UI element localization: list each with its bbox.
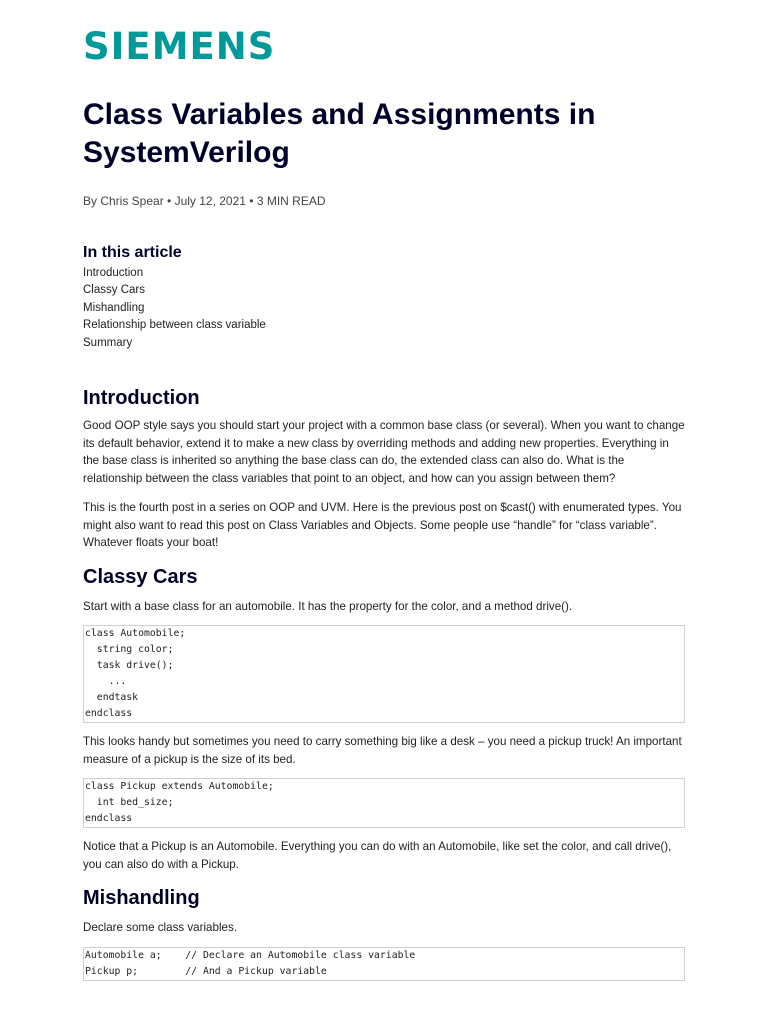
classy-paragraph-3: Notice that a Pickup is an Automobile. Everything you can do with an Automobile, like set the color, and call drive(), you can also do with a Pickup. [83, 840, 672, 871]
intro-paragraph-1: Good OOP style says you should start your project with a common base class (or several). When you want to change its default behavior, extend it to make a new class by overriding methods and adding new properties. Everything in the base class is inherited so anything the base class can do, the extended class can also do. What is the relationship between the class variables that point to an object, and how can you assign between them? [83, 419, 685, 485]
article-title: Class Variables and Assignments in SystemVerilog [83, 98, 596, 169]
intro-paragraph-2: This is the fourth post in a series on OOP and UVM. Here is the previous post on $cast() with enumerated types. You might also want to read this post on Class Variables and Objects. Some people use “handle” for “class variable”. Whatever floats your boat! [83, 501, 682, 549]
toc-heading: In this article [83, 244, 182, 261]
section-heading-mishandling: Mishandling [83, 887, 200, 909]
toc-item-summary[interactable]: Summary [83, 336, 133, 349]
mishandling-paragraph-1: Declare some class variables. [83, 921, 237, 934]
section-heading-introduction: Introduction [83, 387, 200, 409]
code-block-pickup: class Pickup extends Automobile; int bed_size; endclass [83, 778, 685, 828]
classy-paragraph-2: This looks handy but sometimes you need to carry something big like a desk – you need a pickup truck! An important measure of a pickup is the size of its bed. [83, 735, 682, 766]
toc-item-relationship[interactable]: Relationship between class variable [83, 319, 266, 332]
article-body [83, 385, 685, 981]
section-heading-classy-cars: Classy Cars [83, 565, 198, 588]
toc-item-introduction[interactable]: Introduction [83, 267, 144, 279]
siemens-logo[interactable]: SIEMENS [83, 25, 276, 68]
article-byline: By Chris Spear • July 12, 2021 • 3 MIN READ [83, 194, 326, 208]
toc-item-classy-cars[interactable]: Classy Cars [83, 284, 145, 297]
classy-paragraph-1: Start with a base class for an automobile. It has the property for the color, and a method drive(). [83, 599, 573, 613]
code-block-automobile: class Automobile; string color; task drive(); ... endtask endclass [83, 625, 685, 723]
code-block-declarations: Automobile a; // Declare an Automobile class variable Pickup p; // And a Pickup variable [83, 947, 685, 981]
toc-item-mishandling[interactable]: Mishandling [83, 301, 145, 314]
table-of-contents [83, 265, 266, 352]
